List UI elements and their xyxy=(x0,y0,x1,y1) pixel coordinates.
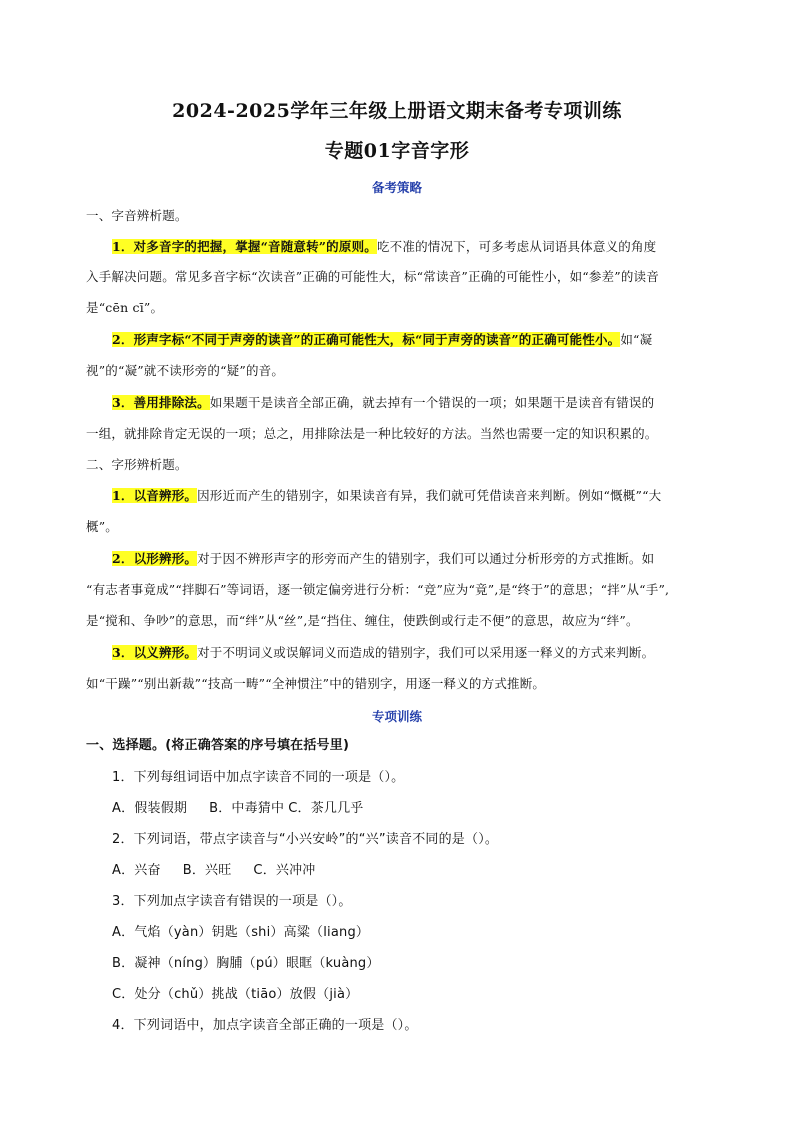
question-2-options xyxy=(112,862,716,880)
body-text: 如“干躁”“别出新裁”“技高一畴”“全神惯注”中的错别字，用逐一释义的方式推断。 xyxy=(86,676,546,691)
question-4: 4．下列词语中，加点字读音全部正确的一项是（）。 xyxy=(112,1018,418,1033)
strategy-point-4 xyxy=(112,487,716,505)
body-text: 是“搅和、争吵”的意思，而“绊”从“丝”,是“挡住、缠住，使跌倒或行走不便”的意思，故应为“绊”。 xyxy=(86,613,639,628)
question-3-option-a[interactable]: A．气焰（yàn）钥匙（shi）高粱（liang） xyxy=(112,925,370,940)
strategy-point-5 xyxy=(112,550,716,568)
body-text: 入手解决问题。常见多音字标“次读音”正确的可能性大，标“常读音”正确的可能性小，如“参差”的读音 xyxy=(86,269,659,284)
option-c[interactable]: C．茶几几乎 xyxy=(288,801,364,816)
body-text: 如果题干是读音全部正确，就去掉有一个错误的一项；如果题干是读音有错误的 xyxy=(209,395,655,410)
highlight-text: 2．以形辨形。 xyxy=(112,551,198,566)
option-c[interactable]: C．兴冲冲 xyxy=(253,863,316,878)
highlight-text: 3．以义辨形。 xyxy=(112,645,198,660)
question-1: 1．下列每组词语中加点字读音不同的一项是（）。 xyxy=(112,770,405,785)
question-3: 3．下列加点字读音有错误的一项是（）。 xyxy=(112,894,352,909)
body-text: 对于因不辨形声字的形旁而产生的错别字，我们可以通过分析形旁的方式推断。如 xyxy=(197,551,655,566)
training-heading: 专项训练 xyxy=(371,709,422,724)
body-text: 吃不准的情况下，可多考虑从词语具体意义的角度 xyxy=(376,239,657,254)
strategy-heading: 备考策略 xyxy=(371,180,422,195)
body-text: “有志者事竟成”“拌脚石”等词语，逐一锁定偏旁进行分析：“竞”应为“竟”,是“终于”的意思；“拌”从“手”, xyxy=(86,582,670,597)
highlight-text: 1．对多音字的把握，掌握“音随意转”的原则。 xyxy=(112,239,377,254)
highlight-text: 3．善用排除法。 xyxy=(112,395,210,410)
highlight-text: 1．以音辨形。 xyxy=(112,488,198,503)
body-text: 对于不明词义或误解词义而造成的错别字，我们可以采用逐一释义的方式来判断。 xyxy=(197,645,655,660)
question-2: 2．下列词语，带点字读音与“小兴安岭”的“兴”读音不同的是（）。 xyxy=(112,832,499,847)
section-pronunciation-heading: 一、字音辨析题。 xyxy=(86,208,188,223)
body-text: 一组，就排除肯定无误的一项；总之，用排除法是一种比较好的方法。当然也需要一定的知识积累的。 xyxy=(86,426,658,441)
option-a[interactable]: A．兴奋 xyxy=(112,863,161,878)
document-title: 2024-2025学年三年级上册语文期末备考专项训练 xyxy=(172,100,622,122)
body-text: 如“凝 xyxy=(620,332,653,347)
question-3-option-c[interactable]: C．处分（chǔ）挑战（tiāo）放假（jià） xyxy=(112,987,359,1002)
choice-section-heading: 一、选择题。(将正确答案的序号填在括号里) xyxy=(86,738,350,753)
strategy-point-3 xyxy=(112,394,716,412)
question-3-option-b[interactable]: B．凝神（níng）胸脯（pú）眼眶（kuàng） xyxy=(112,956,380,971)
document-subtitle: 专题01字音字形 xyxy=(324,140,470,162)
body-text: 视”的“凝”就不读形旁的“疑”的音。 xyxy=(86,363,285,378)
section-glyph-heading: 二、字形辨析题。 xyxy=(86,457,188,472)
option-a[interactable]: A．假装假期 xyxy=(112,801,188,816)
body-text: 因形近而产生的错别字，如果读音有异，我们就可凭借读音来判断。例如“慨概”“大 xyxy=(197,488,662,503)
option-b[interactable]: B．兴旺 xyxy=(182,863,232,878)
body-text: 是“cēn cī”。 xyxy=(86,300,164,315)
question-1-options xyxy=(112,800,716,818)
body-text: 概”。 xyxy=(86,519,118,534)
option-b[interactable]: B．中毒猜中 xyxy=(209,801,285,816)
highlight-text: 2．形声字标“不同于声旁的读音”的正确可能性大，标“同于声旁的读音”的正确可能性小。 xyxy=(112,332,621,347)
strategy-point-1 xyxy=(112,238,716,256)
strategy-point-6 xyxy=(112,644,716,662)
strategy-point-2 xyxy=(112,331,716,349)
